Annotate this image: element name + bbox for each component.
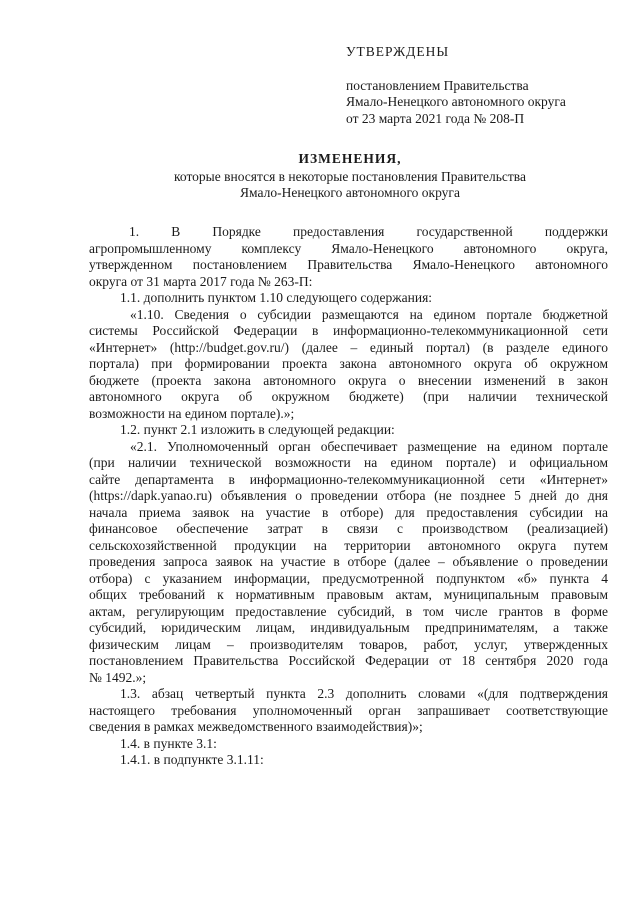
text-line: системы Российской Федерации в информационно-телекоммуникационной сети [89,323,608,338]
text-line: проведения запроса заявок на участие в отборе (далее – объявление о проведении [89,554,608,569]
approval-line: от 23 марта 2021 года № 208-П [346,110,525,126]
text-line: «1.10. Сведения о субсидии размещаются на едином портале бюджетной [130,306,608,322]
text-line: 1.3. абзац четвертый пункта 2.3 дополнить словами «(для подтверждения [120,686,608,701]
text-line: настоящего требования уполномоченный орган запрашивает соответствующие [89,702,608,718]
text-line: портала) при формировании проекта закона автономного округа об окружном [89,356,608,371]
text-line: физическим лицам – производителям товаров, работ, услуг, утвержденных [89,636,608,652]
text-line: 1.4. в пункте 3.1: [120,735,217,751]
document-body [89,224,608,769]
document-heading [90,151,610,202]
text-line: агропромышленному комплексу Ямало-Ненецкого автономного округа, [89,240,608,256]
text-line: утвержденном постановлением Правительства Ямало-Ненецкого автономного [89,257,608,272]
approval-line: Ямало-Ненецкого автономного округа [346,94,566,109]
text-line: № 1492.»; [89,669,147,685]
text-line: бюджете (проекта закона автономного округа о внесении изменений в закон [89,372,608,388]
text-line: сайте департамента в информационно-телекоммуникационной сети «Интернет» [89,471,608,487]
text-line: финансовое обеспечение затрат в связи с производством (реализацией) [89,521,608,536]
text-line: округа от 31 марта 2017 года № 263-П: [89,273,313,289]
text-line: (https://dapk.yanao.ru) объявления о проведении отбора (не позднее 5 дней до дня [89,488,608,503]
text-line: сельскохозяйственной продукции на территории автономного округа путем [89,537,608,553]
text-line: 1.4.1. в подпункте 3.1.11: [120,752,264,767]
text-line: 1.1. дополнить пунктом 1.10 следующего содержания: [120,290,433,305]
text-line: постановлением Правительства Российской Федерации от 18 сентября 2020 года [89,653,608,668]
text-line: «2.1. Уполномоченный орган обеспечивает размещение на едином портале [130,438,608,454]
heading-subtitle: Ямало-Ненецкого автономного округа [240,185,460,200]
text-line: общих требований к нормативным правовым актам, муниципальным правовым [89,587,608,602]
approval-title: УТВЕРЖДЕНЫ [346,44,450,59]
text-line: актам, регулирующим предоставление субсидий, в том числе грантов в форме [89,603,608,619]
text-line: субсидий, юридическим лицам, индивидуальным предпринимателям, а также [89,620,608,635]
approval-line: постановлением Правительства [346,77,529,93]
text-line: (при наличии технической возможности на едином портале) и официальном [89,455,608,470]
text-line: 1. В Порядке предоставления государственной поддержки [129,224,608,239]
text-line: автономного округа об окружном бюджете) (при наличии технической [89,389,608,404]
text-line: отбора) с указанием информации, предусмотренной подпунктом «б» пункта 4 [89,570,608,586]
heading-subtitle: которые вносятся в некоторые постановления Правительства [174,168,526,184]
text-line: возможности на едином портале).»; [89,405,295,421]
heading-title: ИЗМЕНЕНИЯ, [298,151,402,166]
text-line: 1.2. пункт 2.1 изложить в следующей редакции: [120,422,395,437]
text-line: «Интернет» (http://budget.gov.ru/) (далее – единый портал) (в разделе единого [89,339,608,355]
text-line: сведения в рамках межведомственного взаимодействия)»; [89,719,423,734]
text-line: начала приема заявок на участие в отборе) для предоставления субсидии на [89,504,608,520]
approval-block [346,44,616,127]
